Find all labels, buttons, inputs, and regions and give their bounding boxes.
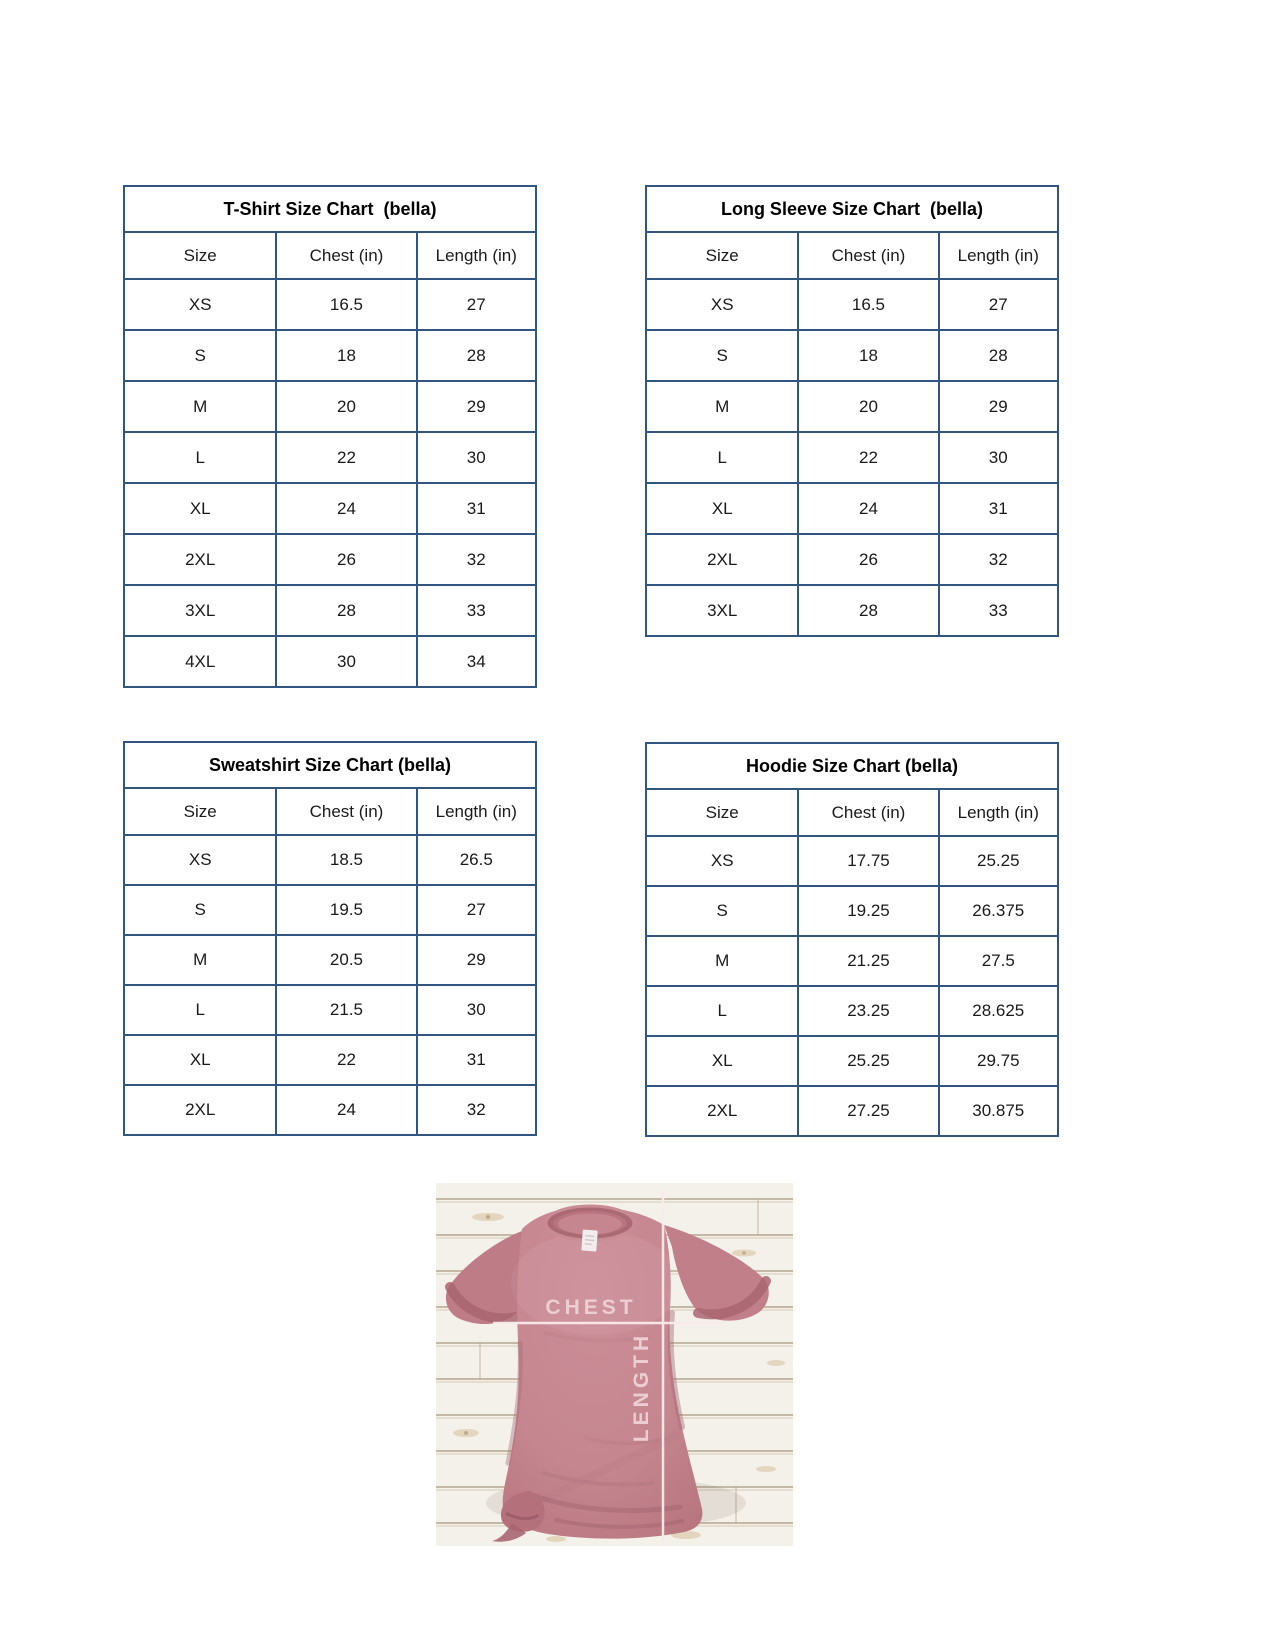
size-cell: 33 bbox=[417, 585, 536, 636]
size-cell: 31 bbox=[417, 1035, 536, 1085]
size-cell: 2XL bbox=[124, 1085, 276, 1135]
size-cell: 32 bbox=[417, 1085, 536, 1135]
column-header: Chest (in) bbox=[798, 789, 938, 836]
size-cell: 2XL bbox=[124, 534, 276, 585]
size-cell: M bbox=[646, 936, 798, 986]
size-cell: L bbox=[124, 432, 276, 483]
size-cell: 16.5 bbox=[798, 279, 938, 330]
size-cell: S bbox=[646, 330, 798, 381]
size-cell: 32 bbox=[939, 534, 1058, 585]
size-cell: 18.5 bbox=[276, 835, 416, 885]
size-cell: 28.625 bbox=[939, 986, 1058, 1036]
size-cell: 25.25 bbox=[939, 836, 1058, 886]
size-cell: 29 bbox=[939, 381, 1058, 432]
size-cell: 3XL bbox=[124, 585, 276, 636]
size-cell: 27.5 bbox=[939, 936, 1058, 986]
size-cell: 31 bbox=[939, 483, 1058, 534]
column-header: Size bbox=[646, 789, 798, 836]
size-row bbox=[646, 936, 1058, 986]
column-header: Length (in) bbox=[417, 788, 536, 835]
size-cell: 28 bbox=[939, 330, 1058, 381]
neck-tag bbox=[581, 1230, 597, 1252]
size-cell: XS bbox=[646, 836, 798, 886]
size-cell: L bbox=[646, 986, 798, 1036]
size-row bbox=[124, 636, 536, 687]
size-cell: 34 bbox=[417, 636, 536, 687]
size-cell: 2XL bbox=[646, 1086, 798, 1136]
size-cell: 22 bbox=[276, 1035, 416, 1085]
column-header: Chest (in) bbox=[276, 788, 416, 835]
size-cell: 24 bbox=[276, 483, 416, 534]
size-cell: 28 bbox=[798, 585, 938, 636]
size-cell: 4XL bbox=[124, 636, 276, 687]
tshirt-size-table bbox=[123, 185, 537, 688]
size-row bbox=[124, 885, 536, 935]
column-header: Chest (in) bbox=[798, 232, 938, 279]
table-title: Hoodie Size Chart (bella) bbox=[646, 743, 1058, 789]
size-row bbox=[124, 483, 536, 534]
sweatshirt-table-grid bbox=[123, 741, 537, 1136]
size-row bbox=[124, 381, 536, 432]
table-title: Long Sleeve Size Chart (bella) bbox=[646, 186, 1058, 232]
size-cell: 30 bbox=[417, 985, 536, 1035]
size-cell: 24 bbox=[276, 1085, 416, 1135]
size-cell: 27 bbox=[939, 279, 1058, 330]
size-cell: 33 bbox=[939, 585, 1058, 636]
size-cell: 28 bbox=[276, 585, 416, 636]
tshirt-photo-illustration bbox=[436, 1183, 793, 1546]
size-cell: 30 bbox=[276, 636, 416, 687]
size-row bbox=[646, 534, 1058, 585]
size-cell: 24 bbox=[798, 483, 938, 534]
hoodie-table-grid bbox=[645, 742, 1059, 1137]
size-cell: 19.25 bbox=[798, 886, 938, 936]
size-row bbox=[646, 432, 1058, 483]
size-cell: S bbox=[646, 886, 798, 936]
size-cell: 25.25 bbox=[798, 1036, 938, 1086]
size-cell: 26.5 bbox=[417, 835, 536, 885]
size-row bbox=[124, 432, 536, 483]
size-cell: 23.25 bbox=[798, 986, 938, 1036]
size-cell: 20 bbox=[276, 381, 416, 432]
size-cell: 27 bbox=[417, 885, 536, 935]
size-row bbox=[646, 585, 1058, 636]
size-cell: 19.5 bbox=[276, 885, 416, 935]
size-row bbox=[124, 330, 536, 381]
size-cell: 32 bbox=[417, 534, 536, 585]
hoodie-size-table bbox=[645, 742, 1059, 1137]
size-cell: 21.25 bbox=[798, 936, 938, 986]
column-header: Length (in) bbox=[939, 789, 1058, 836]
size-cell: L bbox=[124, 985, 276, 1035]
size-cell: 29 bbox=[417, 935, 536, 985]
size-row bbox=[646, 986, 1058, 1036]
size-row bbox=[124, 1085, 536, 1135]
size-cell: XL bbox=[646, 1036, 798, 1086]
size-cell: S bbox=[124, 330, 276, 381]
size-row bbox=[646, 279, 1058, 330]
length-label: LENGTH bbox=[630, 1331, 653, 1443]
table-title: Sweatshirt Size Chart (bella) bbox=[124, 742, 536, 788]
size-cell: L bbox=[646, 432, 798, 483]
tshirt-measurement-photo bbox=[436, 1183, 793, 1546]
size-cell: 30 bbox=[939, 432, 1058, 483]
size-cell: XL bbox=[124, 483, 276, 534]
size-row bbox=[124, 279, 536, 330]
column-header: Chest (in) bbox=[276, 232, 416, 279]
size-row bbox=[124, 1035, 536, 1085]
size-row bbox=[646, 381, 1058, 432]
size-cell: XS bbox=[124, 835, 276, 885]
size-cell: 26 bbox=[798, 534, 938, 585]
long-sleeve-table-grid bbox=[645, 185, 1059, 637]
size-cell: S bbox=[124, 885, 276, 935]
size-cell: 26.375 bbox=[939, 886, 1058, 936]
size-cell: 20.5 bbox=[276, 935, 416, 985]
size-cell: M bbox=[124, 381, 276, 432]
size-cell: 22 bbox=[798, 432, 938, 483]
size-cell: 2XL bbox=[646, 534, 798, 585]
chest-label: CHEST bbox=[545, 1296, 637, 1319]
size-cell: 27 bbox=[417, 279, 536, 330]
size-cell: XL bbox=[124, 1035, 276, 1085]
size-row bbox=[124, 585, 536, 636]
size-cell: 20 bbox=[798, 381, 938, 432]
size-cell: 27.25 bbox=[798, 1086, 938, 1136]
size-cell: 3XL bbox=[646, 585, 798, 636]
size-cell: 30 bbox=[417, 432, 536, 483]
size-row bbox=[646, 483, 1058, 534]
column-header: Size bbox=[646, 232, 798, 279]
long-sleeve-size-table bbox=[645, 185, 1059, 637]
size-cell: 30.875 bbox=[939, 1086, 1058, 1136]
size-cell: 22 bbox=[276, 432, 416, 483]
column-header: Size bbox=[124, 232, 276, 279]
size-row bbox=[646, 886, 1058, 936]
sweatshirt-size-table bbox=[123, 741, 537, 1136]
size-cell: 28 bbox=[417, 330, 536, 381]
size-cell: M bbox=[124, 935, 276, 985]
column-header: Length (in) bbox=[417, 232, 536, 279]
column-header: Length (in) bbox=[939, 232, 1058, 279]
size-cell: 21.5 bbox=[276, 985, 416, 1035]
column-header: Size bbox=[124, 788, 276, 835]
size-row bbox=[124, 935, 536, 985]
size-row bbox=[646, 836, 1058, 886]
size-row bbox=[646, 1086, 1058, 1136]
size-cell: 17.75 bbox=[798, 836, 938, 886]
size-cell: 18 bbox=[276, 330, 416, 381]
size-cell: XL bbox=[646, 483, 798, 534]
size-cell: XS bbox=[124, 279, 276, 330]
size-cell: 29.75 bbox=[939, 1036, 1058, 1086]
size-cell: 18 bbox=[798, 330, 938, 381]
size-row bbox=[124, 985, 536, 1035]
size-cell: 31 bbox=[417, 483, 536, 534]
table-title: T-Shirt Size Chart (bella) bbox=[124, 186, 536, 232]
size-cell: 16.5 bbox=[276, 279, 416, 330]
size-cell: XS bbox=[646, 279, 798, 330]
size-row bbox=[646, 1036, 1058, 1086]
size-row bbox=[124, 835, 536, 885]
size-row bbox=[646, 330, 1058, 381]
size-row bbox=[124, 534, 536, 585]
size-cell: 26 bbox=[276, 534, 416, 585]
size-cell: 29 bbox=[417, 381, 536, 432]
size-cell: M bbox=[646, 381, 798, 432]
tshirt-table-grid bbox=[123, 185, 537, 688]
